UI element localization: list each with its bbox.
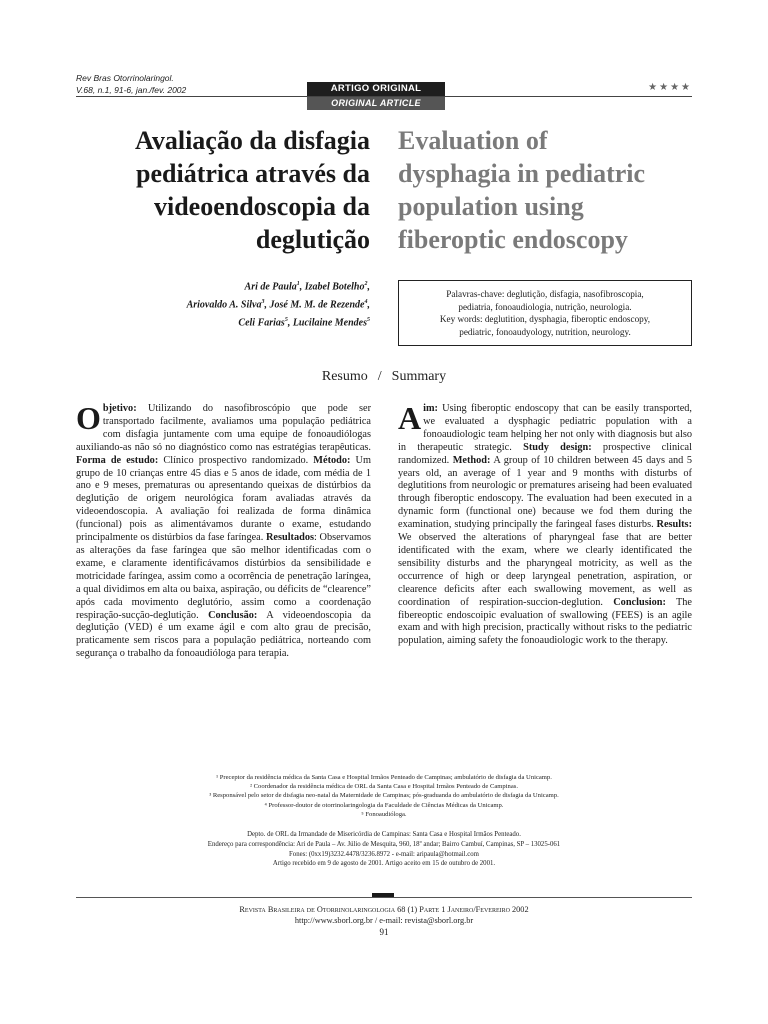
section-label: Método: xyxy=(313,454,351,466)
section-label: bjetivo: xyxy=(102,403,137,414)
abstract-text: prospective clinical randomized. xyxy=(398,441,692,466)
title-portuguese xyxy=(76,124,370,256)
heading-separator: / xyxy=(377,369,382,384)
summary-heading xyxy=(76,368,692,386)
keywords-pt: Palavras-chave: deglutição, disfagia, nasofibroscopia, xyxy=(446,289,644,299)
rating-stars: ★★★★ xyxy=(648,82,692,93)
drop-cap: A xyxy=(398,400,422,436)
address-line: Endereço para correspondência: Ari de Paula – Av. Júlio de Mesquita, 960, 18º andar; Bairro Cambuí, Campinas, SP – 13025-061 xyxy=(207,840,561,848)
title-en-line: population using xyxy=(398,192,584,221)
section-label: Method: xyxy=(452,454,491,466)
resumo-abstract xyxy=(76,400,372,661)
article-type-badge-en: ORIGINAL ARTICLE xyxy=(307,97,445,110)
abstract-text: Using fiberoptic endoscopy that can be easily transported, we evaluated a dysphagic pediatric population with a fonoaudiologic team helping her not only with diagnosis but also in therapeutic strategic. xyxy=(398,403,692,453)
summary-abstract xyxy=(398,400,692,648)
author-name: Ari de Paula xyxy=(244,281,297,293)
keywords-pt-cont: pediatria, fonoaudiologia, nutrição, neurologia. xyxy=(458,301,632,312)
resumo-heading: Resumo xyxy=(321,369,368,384)
author-affiliation: 1 xyxy=(296,281,300,287)
keywords-en: Key words: deglutition, dysphagia, fiberoptic endoscopy, xyxy=(439,314,651,324)
abstract-text: A group of 10 children between 45 days and 5 years old, an average of 1 year and 9 months with disturbs of deglutitions from neurologic or prematures ariseing had been evaluated through fiberoptic endoscopy. The evaluation had been executed in a dynamic form (functional one) because we fod them during the examination, studying principally the faringeal fases disturbs. xyxy=(398,454,692,531)
abstract-text: Um grupo de 10 crianças entre 45 dias e 5 anos de idade, com média de 1 ano e 9 meses, prematuras ou apresentando queixas de distúrbios da deglutição de origem neurológica foram avaliadas através da videoendoscopia. A avaliação foi realizada de forma dinâmica (funcional) pois as alimentávamos durante o exame, estudando principalmente os distúrbios da fase faríngea. xyxy=(76,454,372,544)
keywords-en-cont: pediatric, fonoaudyology, nutrition, neurology. xyxy=(459,326,631,337)
author-affiliation: 3 xyxy=(261,298,265,305)
footnote: ¹ Preceptor da residência médica da Santa Casa e Hospital Irmãos Penteado de Campinas; ambulatório de disfagia da Unicamp. xyxy=(216,774,552,781)
author-affiliation: 4 xyxy=(364,298,368,305)
abstract-text: Utilizando do nasofibroscópio que pode ser transportado facilmente, avaliamos uma população pediátrica com disfagia juntamente com uma equipe de fonoaudiólogas auxiliando-as não só no diagnóstico como nas estratégias terapêuticas. xyxy=(76,403,371,453)
summary-heading-en: Summary xyxy=(391,369,447,384)
page-number: 91 xyxy=(379,927,389,937)
address-line: Depto. de ORL da Irmandade de Misericórdia de Campinas: Santa Casa e Hospital Irmãos Penteado. xyxy=(247,831,521,838)
abstract-text: A videoendoscopia da deglutição (VED) é um exame ágil e com alto grau de precisão, praticamente sem riscos para a população pediátrica, norteando com segurança o trabalho da fonoaudióloga para terapia. xyxy=(76,609,371,660)
footnote: ⁴ Professor-doutor de otorrinolaringologia da Faculdade de Ciências Médicas da Unicamp. xyxy=(264,801,504,809)
title-en-line: fiberoptic endoscopy xyxy=(398,225,628,254)
section-label: Resultados xyxy=(265,532,315,544)
title-en-line: dysphagia in pediatric xyxy=(398,159,646,188)
footnote: ⁵ Fonoaudióloga. xyxy=(361,810,407,818)
section-label: Results: xyxy=(656,519,692,531)
keywords-box xyxy=(398,280,692,346)
author-list: Ari de Paula$^1$, Izabel Botelho$^2$, Ariovaldo A. Silva$^3$, José M. M. de Rezende$^4$, Celi Farias$^5$, Lucilaine Mendes$^5$ xyxy=(186,281,370,328)
article-type-badge-pt: ARTIGO ORIGINAL xyxy=(307,82,445,96)
address-line: Artigo recebido em 9 de agosto de 2001. Artigo aceito em 15 de outubro de 2001. xyxy=(272,860,496,868)
abstract-text: The fibereoptic endoscoipic evaluation of swallowing (FEES) is an agile exam and with high precision, practically without risks to the pediatric population, aiming safety the fonoaudiologic work to the therapy. xyxy=(398,596,692,647)
footer-journal: Revista Brasileira de Otorrinolaringologia 68 (1) Parte 1 Janeiro/Fevereiro 2002 xyxy=(239,905,529,914)
abstract-text: Clínico prospectivo randomizado. xyxy=(158,454,314,466)
author-name: Lucilaine Mendes xyxy=(292,316,367,328)
footer-website: http://www.sborl.org.br / e-mail: revista@sborl.org.br xyxy=(294,916,474,925)
footer-rule xyxy=(76,897,692,898)
affiliation-footnotes xyxy=(76,773,692,819)
author-name: Celi Farias xyxy=(238,316,285,328)
address-line: Fones: (0xx19)3232.4478/3236.8972 - e-mail: aripaula@hotmail.com xyxy=(289,850,479,858)
section-label: Forma de estudo: xyxy=(76,454,159,466)
drop-cap: O xyxy=(76,400,101,436)
footnote: ² Coordenador da residência médica de ORL da Santa Casa e Hospital Irmãos Penteado de Campinas. xyxy=(250,783,518,791)
author-affiliation: 5 xyxy=(284,316,288,323)
page-footer xyxy=(76,904,692,926)
abstract-text: : Observamos as alterações da fase faríngea que são melhor identificadas com o exame, e claramente identificávamos distúrbios da sensibilidade e motricidade faríngea, assim como a ocorrência de penetração laríngea, a qual dividimos em alta ou baixa, aspiração, ou déficits de “clearence” após cada movimento deglutório, assim como a coordenação respiração-sucção-deglutição. xyxy=(76,532,371,621)
author-affiliation: 2 xyxy=(364,281,368,287)
correspondence-address xyxy=(76,830,692,869)
title-en-line: Evaluation of xyxy=(398,126,548,155)
title-pt-line: deglutição xyxy=(255,225,370,254)
title-english xyxy=(398,124,698,256)
author-affiliation: 5 xyxy=(367,316,370,323)
author-name: Izabel Botelho xyxy=(304,281,365,293)
journal-citation xyxy=(76,72,186,96)
journal-name: Rev Bras Otorrinolaringol. xyxy=(76,73,174,83)
section-label: im: xyxy=(423,403,438,414)
section-label: Study design: xyxy=(523,441,592,453)
abstract-text: We observed the alterations of pharyngeal fase that are better identificated with the exam, where we clearly identificated the sensibility disturbs and the pharyngeal motricity, as well as the occurrence of high or deep laryngeal penetration, aspiration, or clearence deficits after each swallowing movement, as well as coordination of respiration-succion-deglution. xyxy=(398,532,692,608)
title-pt-line: Avaliação da disfagia xyxy=(135,126,370,155)
title-pt-line: pediátrica através da xyxy=(136,159,370,188)
author-name: José M. M. de Rezende xyxy=(269,299,365,311)
section-label: Conclusion: xyxy=(613,596,666,608)
footnote: ³ Responsável pelo setor de disfagia neo-natal da Maternidade de Campinas; pós-graduanda do ambulatório de disfagia da Unicamp. xyxy=(209,792,559,800)
title-pt-line: videoendoscopia da xyxy=(154,192,370,221)
author-name: Ariovaldo A. Silva xyxy=(186,299,262,311)
journal-volume: V.68, n.1, 91-6, jan./fev. 2002 xyxy=(76,85,187,95)
section-label: Conclusão: xyxy=(208,609,258,621)
